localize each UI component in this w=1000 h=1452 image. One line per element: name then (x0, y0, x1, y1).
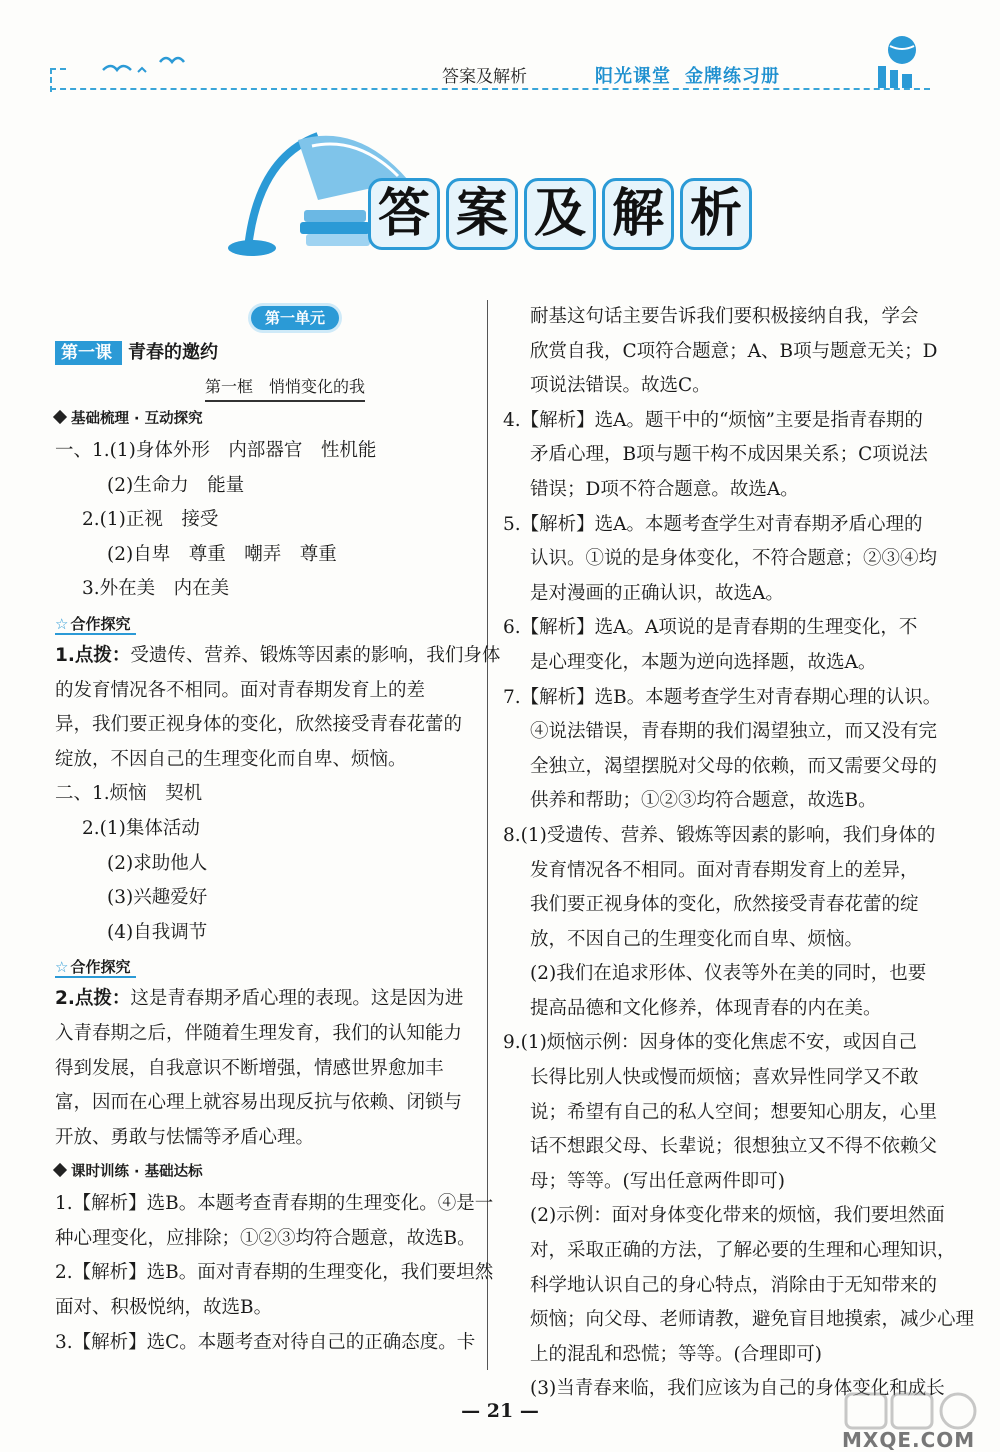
answer-line: 认识。①说的是身体变化，不符合题意；②③④均 (530, 548, 938, 570)
unit-badge: 第一单元 (251, 306, 339, 330)
globe-icon (868, 32, 924, 92)
answer-line: 欣赏自我，C项符合题意；A、B项与题意无关；D (530, 340, 938, 362)
answer-line: 5.【解析】选A。本题考查学生对青春期矛盾心理的 (503, 513, 923, 535)
answer-line: 母；等等。(写出任意两件即可) (530, 1170, 785, 1192)
watermark-text: MXQE.COM (842, 1428, 976, 1452)
right-column (503, 300, 975, 1407)
answer-line: 6.【解析】选A。A项说的是青春期的生理变化，不 (503, 617, 918, 639)
banner-title (368, 178, 752, 250)
answer-line: 说；希望有自己的私人空间；想要知心朋友，心里 (530, 1101, 938, 1123)
answer-line: 入青春期之后，伴随着生理发育，我们的认知能力 (55, 1022, 463, 1044)
diamond-icon (53, 1163, 67, 1177)
diamond-icon (53, 410, 67, 424)
hint-label: 2.点拨： (55, 988, 131, 1010)
answer-line: 烦恼；向父母、老师请教，避免盲目地摸索，减少心理 (530, 1309, 975, 1331)
answer-line: (3)当青春来临，我们应该为自己的身体变化和成长 (530, 1378, 945, 1400)
answer-line: 放，不因自己的生理变化而自卑、烦恼。 (530, 928, 864, 950)
unit-heading (115, 300, 475, 336)
answer-line: 长得比别人快或慢而烦恼；喜欢异性同学又不敢 (530, 1067, 919, 1089)
answer-line: 2.【解析】选B。面对青春期的生理变化，我们要坦然 (55, 1262, 494, 1284)
header-dashed-rule (50, 88, 930, 90)
answer-line: (2)示例：面对身体变化带来的烦恼，我们要坦然面 (530, 1205, 945, 1227)
cooperate-label: 合作探究 (70, 958, 131, 977)
title-banner (228, 120, 742, 260)
answer-line: 二、1.烦恼 契机 (55, 783, 203, 805)
answer-line: (2)我们在追求形体、仪表等外在美的同时，也要 (530, 963, 927, 985)
answer-line: 2.(1)正视 接受 (82, 509, 219, 531)
answer-line: 矛盾心理，B项与题干构不成因果关系；C项说法 (530, 444, 928, 466)
answer-line: (2)生命力 能量 (107, 474, 245, 496)
header-brand (595, 62, 780, 88)
answer-line: 绽放，不因自己的生理变化而自卑、烦恼。 (55, 748, 407, 770)
star-icon: ☆ (55, 614, 69, 633)
answer-line: 一、1.(1)身体外形 内部器官 性机能 (55, 440, 377, 461)
banner-char: 及 (524, 178, 596, 250)
answer-line (55, 639, 501, 674)
answer-text: 受遗传、营养、锻炼等因素的影响，我们身体 (130, 644, 501, 666)
brand-book: 金牌练习册 (685, 66, 780, 87)
cooperate-heading (55, 950, 475, 982)
page-number: — 21 — (461, 1400, 539, 1422)
answer-line: 耐基这句话主要告诉我们要积极接纳自我，学会 (530, 306, 919, 327)
star-icon: ☆ (55, 958, 69, 977)
banner-char: 案 (446, 178, 518, 250)
answer-line: 全独立，渴望摆脱对父母的依赖，而又需要父母的 (530, 755, 938, 777)
answer-line: ④说法错误，青春期的我们渴望独立，而又没有完 (530, 721, 938, 743)
answer-line: 8.(1)受遗传、营养、锻炼等因素的影响，我们身体的 (503, 824, 936, 846)
answer-line: 富，因而在心理上就容易出现反抗与依赖、闭锁与 (55, 1092, 463, 1114)
section-heading (55, 1155, 475, 1187)
answer-line: 2.(1)集体活动 (82, 817, 200, 839)
page-header (50, 58, 930, 94)
banner-char: 答 (368, 178, 440, 250)
lesson-heading (55, 336, 475, 370)
hint-label: 1.点拨： (55, 644, 131, 666)
answer-line: 面对、积极悦纳，故选B。 (55, 1297, 273, 1319)
cooperate-heading (55, 607, 475, 639)
answer-line: 得到发展，自我意识不断增强，情感世界愈加丰 (55, 1057, 444, 1079)
answer-line: 错误；D项不符合题意。故选A。 (530, 478, 799, 500)
answer-line: (2)求助他人 (107, 852, 208, 874)
section-label: 基础梳理 · 互动探究 (71, 411, 203, 427)
section-heading (55, 402, 475, 434)
left-column (55, 300, 501, 1360)
answer-line: 4.【解析】选A。题干中的“烦恼”主要是指青春期的 (503, 409, 923, 431)
answer-line: 上的混乱和恐慌；等等。(合理即可) (530, 1343, 822, 1365)
frame-title: 第一框 悄悄变化的我 (205, 374, 365, 402)
answer-line: (4)自我调节 (107, 921, 208, 943)
answer-line: 种心理变化，应排除；①②③均符合题意，故选B。 (55, 1227, 476, 1249)
answer-line: 1.【解析】选B。本题考查青春期的生理变化。④是一 (55, 1193, 494, 1215)
brand-series: 阳光课堂 (595, 66, 671, 87)
birds-icon (98, 50, 208, 80)
lesson-name: 青春的邀约 (128, 342, 218, 363)
answer-line: 供养和帮助；①②③均符合题意，故选B。 (530, 790, 877, 812)
answer-line: (3)兴趣爱好 (107, 887, 208, 909)
answer-line: 科学地认识自己的身心特点，消除由于无知带来的 (530, 1274, 938, 1296)
answer-line: 开放、勇敢与怯懦等矛盾心理。 (55, 1126, 315, 1148)
answer-line: 项说法错误。故选C。 (530, 375, 711, 397)
banner-char: 解 (602, 178, 674, 250)
answer-line: 9.(1)烦恼示例：因身体的变化焦虑不安，或因自己 (503, 1032, 917, 1054)
answer-line: 3.外在美 内在美 (82, 578, 230, 600)
header-title: 答案及解析 (442, 67, 527, 87)
answer-line: 我们要正视身体的变化，欣然接受青春花蕾的绽 (530, 894, 919, 916)
lesson-tag: 第一课 (55, 341, 122, 365)
answer-line: 提高品德和文化修养，体现青春的内在美。 (530, 997, 882, 1019)
answer-line: 话不想跟父母、长辈说；很想独立又不得不依赖父 (530, 1136, 938, 1158)
answer-line: 是对漫画的正确认识，故选A。 (530, 582, 784, 604)
answer-text: 这是青春期矛盾心理的表现。这是因为进 (130, 988, 464, 1010)
cooperate-label: 合作探究 (70, 614, 131, 633)
banner-char: 析 (680, 178, 752, 250)
answer-line: 是心理变化，本题为逆向选择题，故选A。 (530, 651, 877, 673)
answer-line: 的发育情况各不相同。面对青春期发育上的差 (55, 679, 426, 701)
answer-line (55, 982, 475, 1017)
answer-line: 异，我们要正视身体的变化，欣然接受青春花蕾的 (55, 714, 463, 736)
answer-line: 发育情况各不相同。面对青春期发育上的差异， (530, 859, 919, 881)
frame-heading (95, 370, 475, 402)
answer-line: 对，采取正确的方法，了解必要的生理和心理知识， (530, 1240, 956, 1262)
answer-line: 3.【解析】选C。本题考查对待自己的正确态度。卡 (55, 1331, 476, 1353)
answer-line: (2)自卑 尊重 嘲弄 尊重 (107, 543, 337, 565)
section-label: 课时训练 · 基础达标 (71, 1164, 203, 1181)
answer-line: 7.【解析】选B。本题考查学生对青春期心理的认识。 (503, 686, 942, 708)
